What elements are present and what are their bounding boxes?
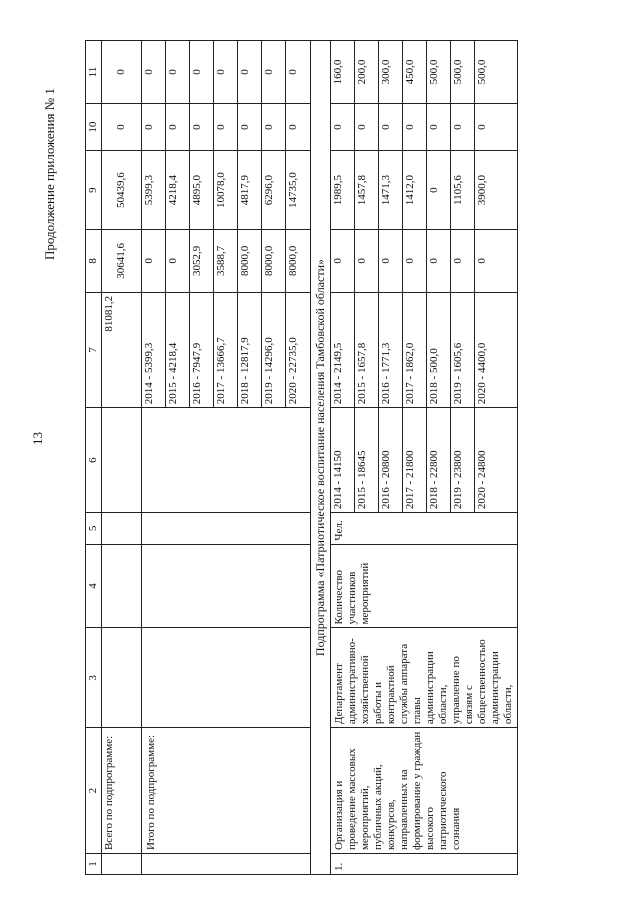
table-cell: 0: [476, 124, 488, 130]
table-cell: 14735,0: [287, 172, 299, 208]
rotated-table-container: [85, 40, 545, 875]
table-cell: 0: [355, 230, 379, 292]
table-cell: 2017 - 1862,0: [403, 293, 427, 407]
table-cell: 0: [403, 230, 427, 292]
table-cell: 1457,8: [355, 151, 379, 229]
subtotal-years: [142, 292, 311, 407]
table-cell: 8000,0: [287, 245, 299, 276]
activity-row: [331, 41, 518, 875]
table-cell: 2020 - 24800: [476, 450, 488, 510]
header-cell: 10: [86, 104, 102, 151]
table-cell: 0: [262, 104, 286, 150]
table-cell: 0: [214, 41, 238, 103]
subprogram-title: Подпрограмма «Патриотическое воспитание населения Тамбовской области»: [311, 41, 331, 875]
row-number: 1.: [331, 854, 518, 875]
table-cell: 160,0: [331, 41, 355, 103]
activity-c11: [331, 41, 518, 104]
table-cell: 2016 - 7947,9: [190, 293, 214, 407]
continuation-note: Продолжение приложения № 1: [42, 88, 57, 260]
table-cell: 200,0: [355, 41, 379, 103]
table-cell: 0: [142, 104, 166, 150]
subtotal-c9: [142, 151, 311, 230]
table-cell: 4817,9: [238, 151, 262, 229]
table-cell: 0: [403, 104, 427, 150]
header-cell: 1: [86, 854, 102, 875]
table-cell: 2016 - 20800: [379, 408, 403, 512]
table-cell: 5399,3: [142, 151, 166, 229]
table-cell: 0: [262, 41, 286, 103]
table-cell: 4218,4: [166, 151, 190, 229]
activity-executor: Департамент административно-хозяйственной работы и контрактной службы аппарата главы администрации области, управление по связям с общественностью администрации области,: [331, 628, 518, 728]
table-cell: 2014 - 5399,3: [142, 293, 166, 407]
table-cell: 0: [379, 104, 403, 150]
program-table: [85, 40, 518, 875]
table-cell: 0: [451, 104, 475, 150]
table-cell: 8000,0: [262, 230, 286, 292]
table-cell: 0: [166, 104, 190, 150]
table-cell: 3900,0: [476, 174, 488, 206]
table-cell: 0: [331, 230, 355, 292]
table-cell: 0: [331, 104, 355, 150]
header-cell: 4: [86, 544, 102, 628]
table-cell: 0: [379, 230, 403, 292]
page-number: 13: [30, 432, 45, 445]
total-c7: 81081,2: [102, 292, 142, 407]
activity-c6: [331, 408, 518, 513]
table-cell: 500,0: [427, 41, 451, 103]
header-cell: 6: [86, 408, 102, 513]
table-cell: 2017 - 21800: [403, 408, 427, 512]
table-cell: 0: [190, 104, 214, 150]
header-cell: 9: [86, 151, 102, 230]
subtotal-label: Итого по подпрограмме:: [142, 728, 311, 854]
header-cell: 2: [86, 728, 102, 854]
table-cell: 3052,9: [190, 230, 214, 292]
table-cell: 4895,0: [190, 151, 214, 229]
table-cell: 0: [287, 69, 299, 75]
header-cell: 3: [86, 628, 102, 728]
table-cell: 450,0: [403, 41, 427, 103]
activity-c9: [331, 151, 518, 230]
table-cell: 0: [476, 258, 488, 264]
activity-unit: Чел.: [331, 513, 518, 544]
table-cell: 2019 - 1605,6: [451, 293, 475, 407]
table-cell: 0: [166, 41, 190, 103]
activity-name: Организация и проведение массовых мероприятий, публичных акций, конкурсов, направленных на формирование у граждан высокого патриотического сознания: [331, 728, 518, 854]
table-cell: 2017 - 13666,7: [214, 293, 238, 407]
activity-c10: [331, 104, 518, 151]
table-cell: 0: [355, 104, 379, 150]
activity-indicator: Количество участников мероприятий: [331, 544, 518, 628]
table-cell: 2018 - 500,0: [427, 293, 451, 407]
table-cell: 0: [214, 104, 238, 150]
activity-c8: [331, 229, 518, 292]
table-cell: 1471,3: [379, 151, 403, 229]
header-cell: 11: [86, 41, 102, 104]
total-label: Всего по подпрограмме:: [102, 728, 142, 854]
table-cell: 0: [427, 151, 451, 229]
table-cell: 1412,0: [403, 151, 427, 229]
table-cell: 2016 - 1771,3: [379, 293, 403, 407]
header-row: [86, 41, 102, 875]
table-cell: 2019 - 14296,0: [262, 293, 286, 407]
table-cell: 2019 - 23800: [451, 408, 475, 512]
table-cell: 0: [238, 41, 262, 103]
table-cell: 8000,0: [238, 230, 262, 292]
header-cell: 7: [86, 292, 102, 407]
total-c9: 50439,6: [102, 151, 142, 230]
table-cell: 2018 - 22800: [427, 408, 451, 512]
table-cell: 10078,0: [214, 151, 238, 229]
table-cell: 500,0: [476, 59, 488, 85]
subtotal-c8: [142, 229, 311, 292]
activity-c7: [331, 292, 518, 407]
table-cell: 0: [142, 230, 166, 292]
table-cell: 0: [190, 41, 214, 103]
table-cell: 500,0: [451, 41, 475, 103]
table-cell: 2014 - 2149,5: [331, 293, 355, 407]
table-cell: 0: [142, 41, 166, 103]
subtotal-row: [142, 41, 311, 875]
header-cell: 5: [86, 513, 102, 544]
table-cell: 0: [427, 230, 451, 292]
table-cell: 2015 - 1657,8: [355, 293, 379, 407]
table-cell: 0: [287, 124, 299, 130]
table-cell: 2014 - 14150: [331, 408, 355, 512]
table-cell: 0: [427, 104, 451, 150]
table-cell: 2015 - 4218,4: [166, 293, 190, 407]
table-cell: 300,0: [379, 41, 403, 103]
header-cell: 8: [86, 229, 102, 292]
table-cell: 1105,6: [451, 151, 475, 229]
total-c11: 0: [102, 41, 142, 104]
subprogram-title-row: [311, 41, 331, 875]
table-cell: 0: [451, 230, 475, 292]
subtotal-c10: [142, 104, 311, 151]
table-cell: 6296,0: [262, 151, 286, 229]
table-cell: 2020 - 4400,0: [476, 342, 488, 405]
table-cell: 0: [166, 230, 190, 292]
subtotal-c11: [142, 41, 311, 104]
total-c8: 30641,6: [102, 229, 142, 292]
table-cell: 1989,5: [331, 151, 355, 229]
total-row: [102, 41, 142, 875]
total-c10: 0: [102, 104, 142, 151]
table-cell: 2015 - 18645: [355, 408, 379, 512]
table-cell: 0: [238, 104, 262, 150]
table-cell: 2018 - 12817,9: [238, 293, 262, 407]
table-cell: 3588,7: [214, 230, 238, 292]
table-cell: 2020 - 22735,0: [287, 337, 299, 405]
